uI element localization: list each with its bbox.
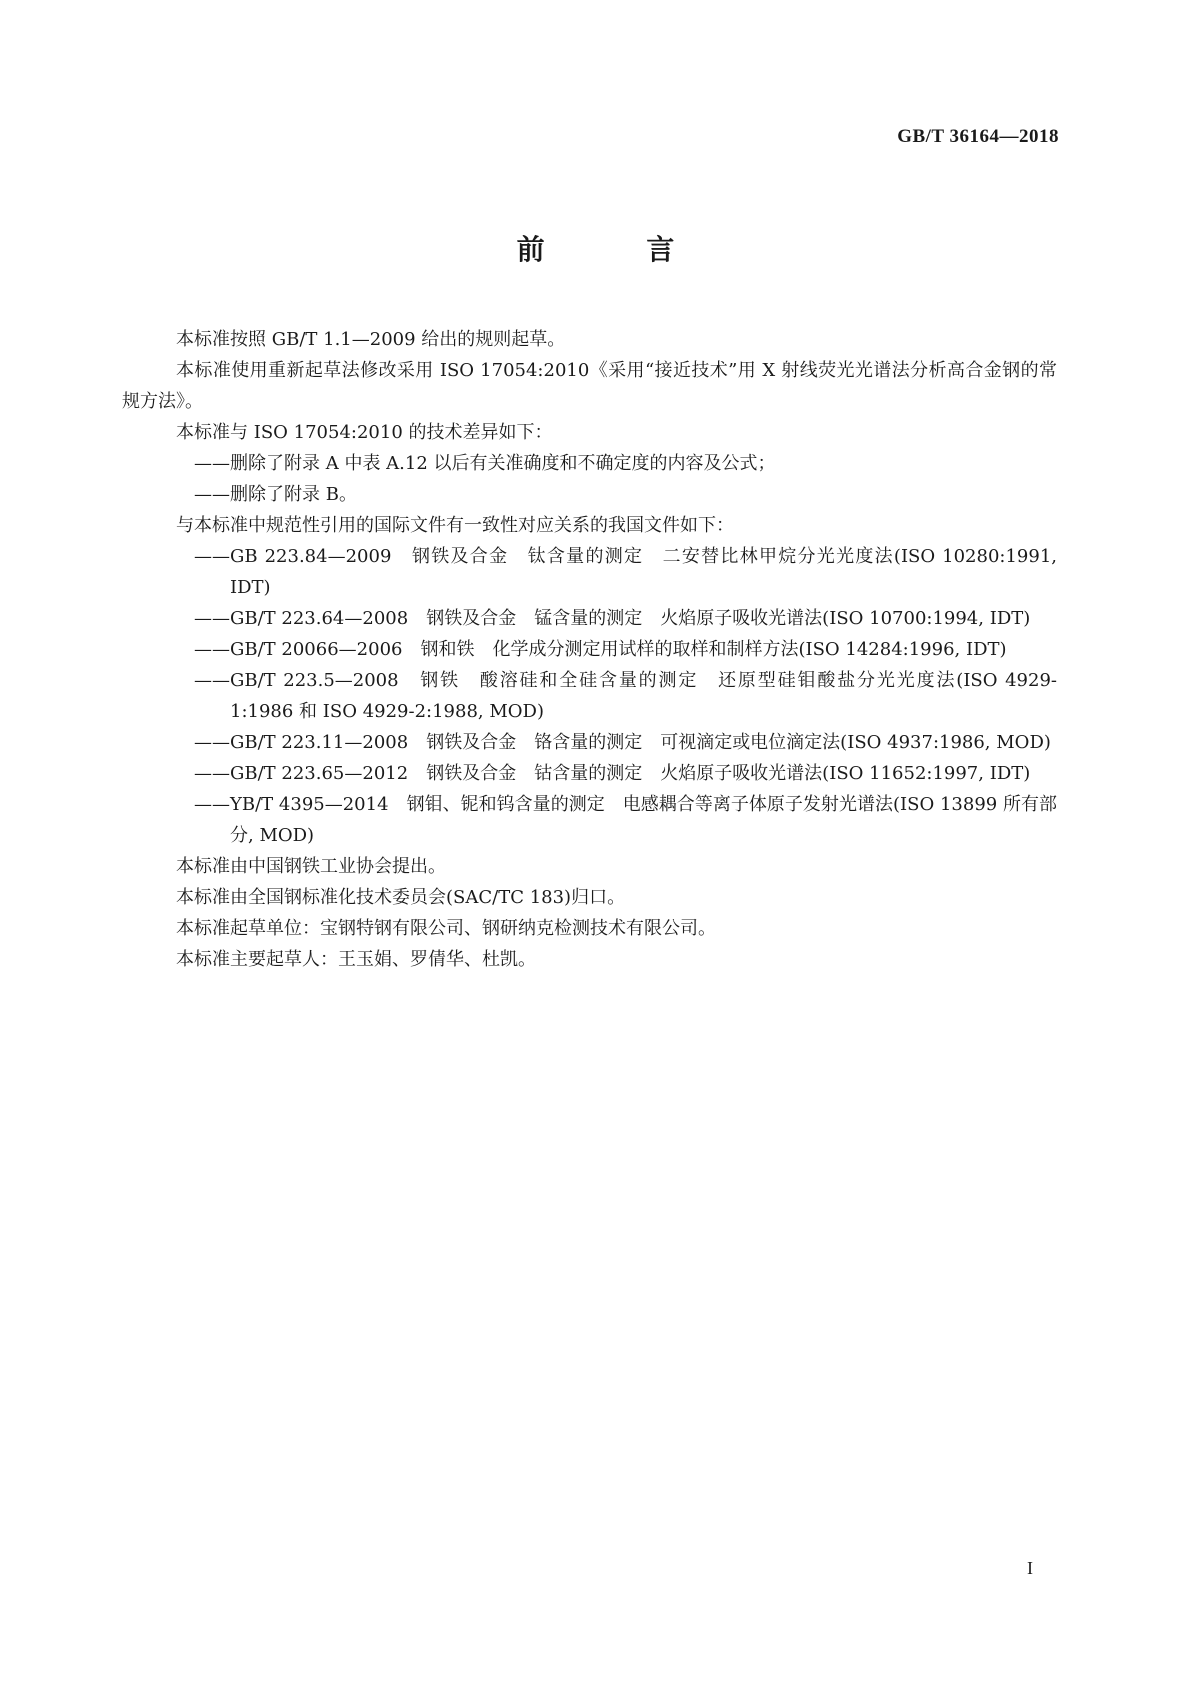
paragraph-differences-intro: 本标准与 ISO 17054:2010 的技术差异如下： — [176, 422, 553, 443]
paragraph-drafters: 本标准主要起草人：王玉娟、罗倩华、杜凯。 — [176, 949, 536, 970]
paragraph-proposer: 本标准由中国钢铁工业协会提出。 — [176, 856, 446, 877]
paragraph-committee: 本标准由全国钢标准化技术委员会(SAC/TC 183)归口。 — [176, 887, 626, 908]
page-title: 前 言 — [516, 233, 721, 266]
reference-item: ——GB/T 223.64—2008 钢铁及合金 锰含量的测定 火焰原子吸收光谱法(ISO 10700:1994, IDT) — [194, 608, 1031, 629]
standard-code: GB/T 36164—2018 — [897, 126, 1059, 147]
reference-item: ——GB/T 223.5—2008 钢铁 酸溶硅和全硅含量的测定 还原型硅钼酸盐分光光度法(ISO 4929-1:1986 和 ISO 4929-2:1988, MOD) — [194, 670, 1057, 722]
reference-item: ——GB/T 223.65—2012 钢铁及合金 钴含量的测定 火焰原子吸收光谱法(ISO 11652:1997, IDT) — [194, 763, 1031, 784]
reference-item: ——GB 223.84—2009 钢铁及合金 钛含量的测定 二安替比林甲烷分光光度法(ISO 10280:1991, IDT) — [194, 546, 1057, 598]
difference-item: ——删除了附录 B。 — [194, 484, 357, 505]
reference-item: ——YB/T 4395—2014 钢钼、铌和钨含量的测定 电感耦合等离子体原子发射光谱法(ISO 13899 所有部分, MOD) — [194, 794, 1057, 846]
reference-item: ——GB/T 223.11—2008 钢铁及合金 铬含量的测定 可视滴定或电位滴定法(ISO 4937:1986, MOD) — [194, 732, 1051, 753]
page-number: I — [1027, 1558, 1033, 1578]
paragraph-drafting-units: 本标准起草单位：宝钢特钢有限公司、钢研纳克检测技术有限公司。 — [176, 918, 716, 939]
difference-item: ——删除了附录 A 中表 A.12 以后有关准确度和不确定度的内容及公式； — [194, 453, 776, 474]
foreword-body — [122, 324, 1057, 975]
paragraph-drafting-rules: 本标准按照 GB/T 1.1—2009 给出的规则起草。 — [176, 329, 566, 350]
reference-item: ——GB/T 20066—2006 钢和铁 化学成分测定用试样的取样和制样方法(ISO 14284:1996, IDT) — [194, 639, 1007, 660]
paragraph-references-intro: 与本标准中规范性引用的国际文件有一致性对应关系的我国文件如下： — [176, 515, 734, 536]
paragraph-adoption: 本标准使用重新起草法修改采用 ISO 17054:2010《采用“接近技术”用 X 射线荧光光谱法分析高合金钢的常规方法》。 — [122, 360, 1057, 412]
